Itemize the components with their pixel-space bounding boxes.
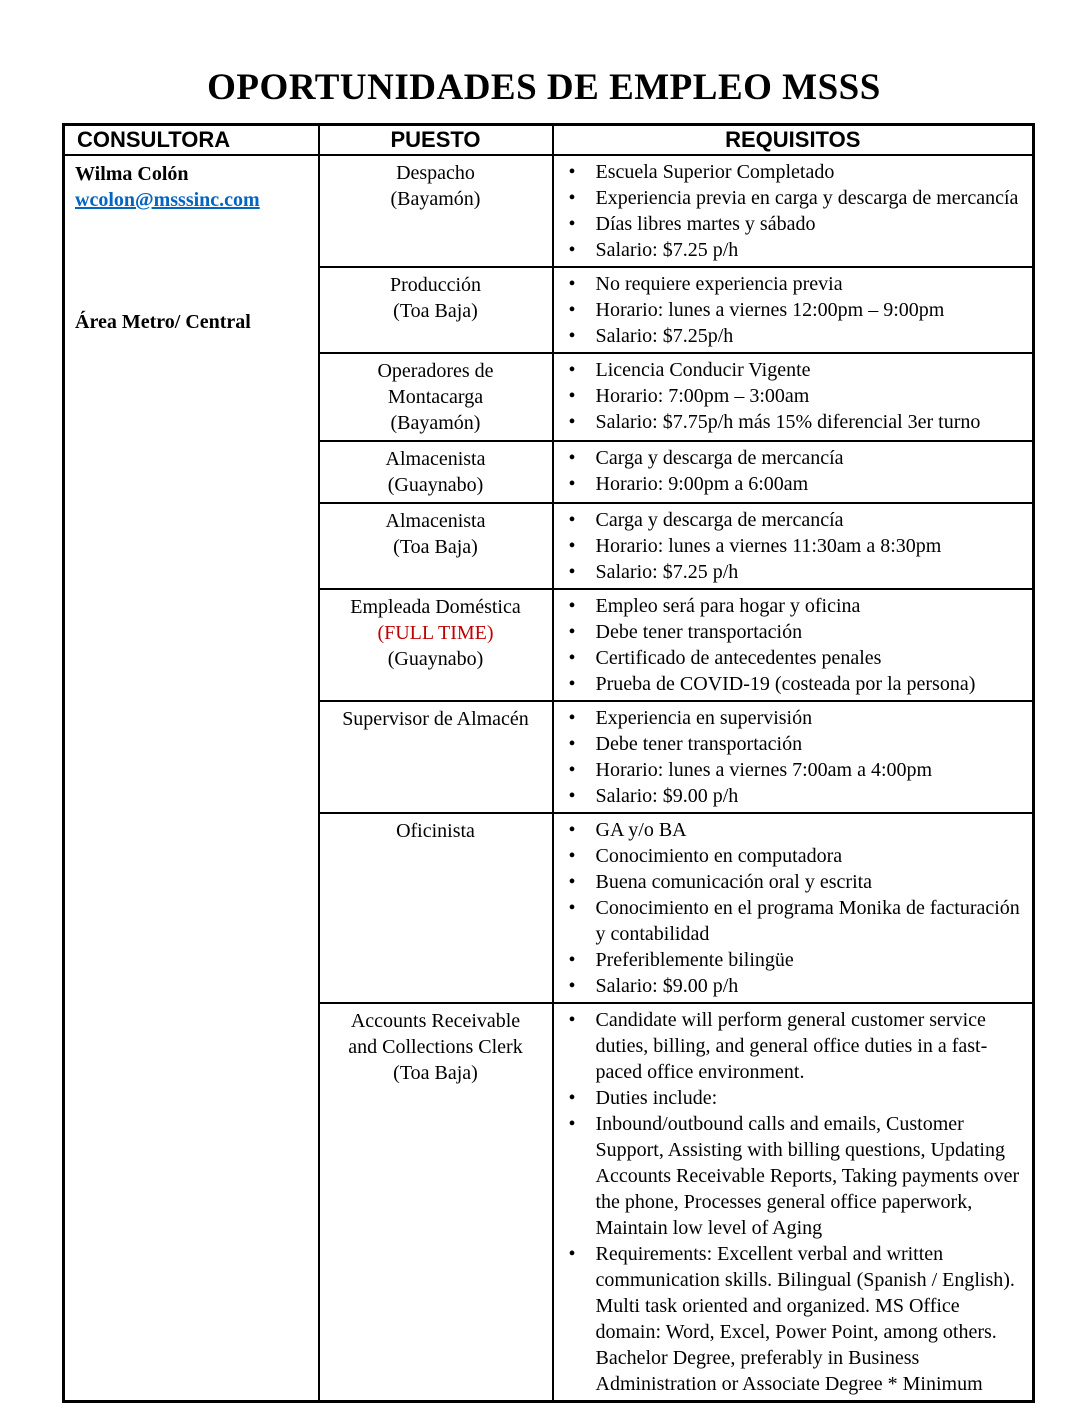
requisito-item: • Experiencia previa en carga y descarga de mercancía	[554, 185, 1029, 211]
col-header-consultora: CONSULTORA	[64, 125, 319, 156]
requisito-item: • Horario: lunes a viernes 12:00pm – 9:00pm	[554, 297, 1029, 323]
puesto-line: Almacenista	[385, 448, 486, 470]
puesto-line: (Guaynabo)	[387, 474, 484, 496]
requisito-item: • Buena comunicación oral y escrita	[554, 869, 1029, 895]
consultora-name: Wilma Colón	[75, 163, 189, 185]
job-row	[64, 155, 1034, 267]
requisito-item: • Empleo será para hogar y oficina	[554, 593, 1029, 619]
requisito-item: • GA y/o BA	[554, 817, 1029, 843]
requisito-item: • Salario: $7.25p/h	[554, 323, 1029, 349]
requisitos-list	[554, 445, 1029, 497]
puesto-line: Empleada Doméstica	[350, 596, 521, 618]
requisito-item: • Salario: $7.25 p/h	[554, 237, 1029, 263]
requisitos-list	[554, 271, 1029, 349]
requisito-item: • Preferiblemente bilingüe	[554, 947, 1029, 973]
requisito-item: • Salario: $9.00 p/h	[554, 973, 1029, 999]
puesto-cell	[319, 589, 553, 701]
requisito-item: • Horario: 7:00pm – 3:00am	[554, 383, 1029, 409]
requisito-item: • Salario: $7.75p/h más 15% diferencial 3er turno	[554, 409, 1029, 435]
requisito-item: • Salario: $9.00 p/h	[554, 783, 1029, 809]
requisitos-cell	[553, 503, 1034, 589]
requisito-item: • Debe tener transportación	[554, 619, 1029, 645]
requisito-item: • Conocimiento en el programa Monika de facturación y contabilidad	[554, 895, 1029, 947]
puesto-line: (Toa Baja)	[393, 300, 478, 322]
puesto-cell	[319, 155, 553, 267]
consultora-email-link[interactable]: wcolon@msssinc.com	[75, 189, 260, 211]
puesto-cell	[319, 1003, 553, 1402]
consultora-cell	[64, 155, 319, 1402]
puesto-line: (Bayamón)	[390, 412, 481, 434]
puesto-line: (Bayamón)	[390, 188, 481, 210]
puesto-cell	[319, 353, 553, 441]
requisitos-list	[554, 357, 1029, 435]
requisitos-list	[554, 159, 1029, 263]
requisito-item: • Carga y descarga de mercancía	[554, 507, 1029, 533]
page-title: OPORTUNIDADES DE EMPLEO MSSS	[207, 67, 881, 108]
requisito-item: • Debe tener transportación	[554, 731, 1029, 757]
requisito-item: • Días libres martes y sábado	[554, 211, 1029, 237]
puesto-line: Despacho	[396, 162, 475, 184]
puesto-line: Montacarga	[387, 386, 484, 408]
puesto-line: Supervisor de Almacén	[342, 708, 529, 730]
requisito-item: • Horario: 9:00pm a 6:00am	[554, 471, 1029, 497]
requisito-item: • Conocimiento en computadora	[554, 843, 1029, 869]
table-header-row	[64, 125, 1034, 156]
requisito-item: • Duties include:	[554, 1085, 1029, 1111]
requisito-item: • Prueba de COVID-19 (costeada por la persona)	[554, 671, 1029, 697]
requisito-item: • Requirements: Excellent verbal and written communication skills. Bilingual (Spanish / English). Multi task oriented and organized. MS Office domain: Word, Excel, Power Point, among others. Bachelor Degree, preferably in Business Administration or Associate Degree * Minimum	[554, 1241, 1029, 1397]
puesto-line: Oficinista	[396, 820, 475, 842]
requisitos-list	[554, 705, 1029, 809]
requisito-item: • Inbound/outbound calls and emails, Customer Support, Assisting with billing questions, Updating Accounts Receivable Reports, Taking payments over the phone, Processes general office paperwork, Maintain low level of Aging	[554, 1111, 1029, 1241]
requisito-item: • Horario: lunes a viernes 7:00am a 4:00pm	[554, 757, 1029, 783]
requisitos-list	[554, 593, 1029, 697]
requisitos-cell	[553, 813, 1034, 1003]
requisitos-cell	[553, 441, 1034, 503]
puesto-cell	[319, 441, 553, 503]
puesto-cell	[319, 267, 553, 353]
requisito-item: • Licencia Conducir Vigente	[554, 357, 1029, 383]
puesto-line: Almacenista	[385, 510, 486, 532]
requisito-item: • Candidate will perform general customer service duties, billing, and general office duties in a fast-paced office environment.	[554, 1007, 1029, 1085]
puesto-line: and Collections Clerk	[348, 1036, 523, 1058]
puesto-line: (Toa Baja)	[393, 536, 478, 558]
requisitos-cell	[553, 353, 1034, 441]
requisitos-cell	[553, 1003, 1034, 1402]
puesto-line: (Guaynabo)	[387, 648, 484, 670]
puesto-line: Operadores de	[377, 360, 494, 382]
consultora-area: Área Metro/ Central	[75, 311, 251, 333]
requisitos-cell	[553, 589, 1034, 701]
requisito-item: • No requiere experiencia previa	[554, 271, 1029, 297]
puesto-cell	[319, 701, 553, 813]
puesto-fulltime-label: (FULL TIME)	[377, 622, 494, 644]
puesto-cell	[319, 503, 553, 589]
requisito-item: • Salario: $7.25 p/h	[554, 559, 1029, 585]
requisito-item: • Certificado de antecedentes penales	[554, 645, 1029, 671]
col-header-puesto: PUESTO	[319, 125, 553, 156]
requisito-item: • Carga y descarga de mercancía	[554, 445, 1029, 471]
puesto-line: Producción	[389, 274, 482, 296]
requisito-item: • Escuela Superior Completado	[554, 159, 1029, 185]
requisitos-list	[554, 817, 1029, 999]
requisitos-cell	[553, 267, 1034, 353]
requisito-item: • Horario: lunes a viernes 11:30am a 8:30pm	[554, 533, 1029, 559]
puesto-line: (Toa Baja)	[393, 1062, 478, 1084]
puesto-line: Accounts Receivable	[350, 1010, 521, 1032]
requisitos-cell	[553, 701, 1034, 813]
requisitos-list	[554, 507, 1029, 585]
requisitos-cell	[553, 155, 1034, 267]
puesto-cell	[319, 813, 553, 1003]
requisitos-list	[554, 1007, 1029, 1397]
col-header-requisitos: REQUISITOS	[553, 125, 1034, 156]
consultora-email-line	[75, 187, 308, 213]
jobs-table	[62, 123, 1035, 1403]
requisito-item: • Experiencia en supervisión	[554, 705, 1029, 731]
